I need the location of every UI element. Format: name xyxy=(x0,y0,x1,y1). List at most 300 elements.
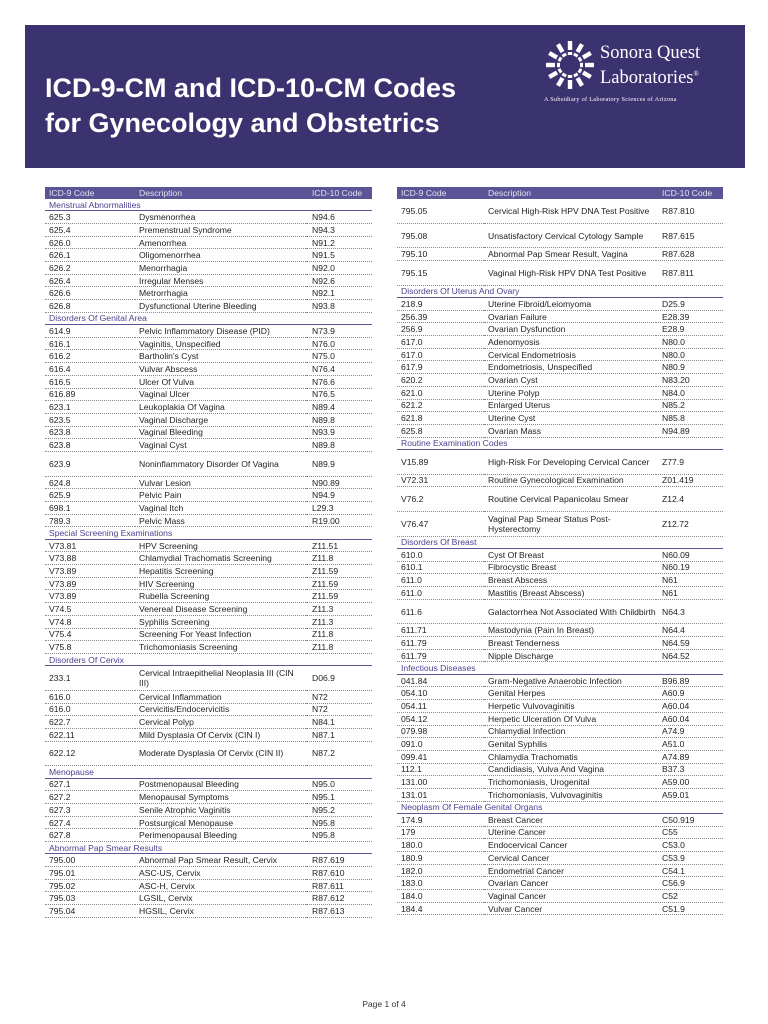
description-cell: Vaginal Ulcer xyxy=(135,388,306,401)
table-row xyxy=(397,511,723,536)
table-row xyxy=(397,750,723,763)
icd10-code-cell: C56.9 xyxy=(656,877,723,890)
icd10-code-cell: D25.9 xyxy=(656,298,723,311)
icd9-code-cell: 789.3 xyxy=(45,514,135,527)
table-row xyxy=(45,388,372,401)
icd10-code-cell: R19.00 xyxy=(306,514,372,527)
icd9-code-cell: 616.0 xyxy=(45,703,135,716)
table-row xyxy=(45,879,372,892)
description-cell: Noninflammatory Disorder Of Vagina xyxy=(135,451,306,476)
icd9-code-cell: 611.6 xyxy=(397,599,484,624)
description-cell: Adenomyosis xyxy=(484,336,656,349)
icd10-code-cell: C52 xyxy=(656,890,723,903)
icd9-code-cell: 041.84 xyxy=(397,674,484,687)
icd9-code-cell: 233.1 xyxy=(45,666,135,691)
section-heading: Infectious Diseases xyxy=(397,662,723,674)
table-row xyxy=(45,223,372,236)
icd9-code-cell: 099.41 xyxy=(397,750,484,763)
table-row xyxy=(397,223,723,248)
icd10-code-cell: R87.619 xyxy=(306,854,372,867)
icd9-code-cell: V15.89 xyxy=(397,449,484,474)
table-row xyxy=(397,687,723,700)
icd9-code-cell: 616.89 xyxy=(45,388,135,401)
description-cell: Uterine Cyst xyxy=(484,412,656,425)
table-row xyxy=(45,287,372,300)
icd9-code-cell: 131.01 xyxy=(397,788,484,801)
description-cell: Mild Dysplasia Of Cervix (CIN I) xyxy=(135,728,306,741)
icd10-code-cell: N64.59 xyxy=(656,637,723,650)
icd9-code-cell: 626.1 xyxy=(45,249,135,262)
table-header-row xyxy=(397,187,723,199)
description-cell: Routine Gynecological Examination xyxy=(484,474,656,487)
icd10-code-cell: C53.9 xyxy=(656,851,723,864)
section-heading: Disorders Of Uterus And Ovary xyxy=(397,285,723,297)
icd10-code-cell: C50.919 xyxy=(656,813,723,826)
section-heading-row xyxy=(397,662,723,674)
description-cell: Cervical Intraepithelial Neoplasia III (CIN III) xyxy=(135,666,306,691)
table-row xyxy=(397,674,723,687)
description-cell: Premenstrual Syndrome xyxy=(135,223,306,236)
logo-wordmark xyxy=(600,43,700,89)
icd10-code-cell: N75.0 xyxy=(306,350,372,363)
description-cell: Cervical Cancer xyxy=(484,851,656,864)
icd10-code-cell: N87.2 xyxy=(306,741,372,766)
icd9-code-cell: 611.71 xyxy=(397,624,484,637)
table-row xyxy=(397,839,723,852)
description-cell: Trichomoniasis Screening xyxy=(135,641,306,654)
icd10-code-cell: N85.2 xyxy=(656,399,723,412)
icd9-code-cell: V73.81 xyxy=(45,539,135,552)
page-number: Page 1 of 4 xyxy=(362,999,406,1009)
description-cell: Fibrocystic Breast xyxy=(484,561,656,574)
description-cell: Endometriosis, Unspecified xyxy=(484,361,656,374)
icd9-code-cell: 621.8 xyxy=(397,412,484,425)
icd9-code-cell: 617.9 xyxy=(397,361,484,374)
title-line-1: ICD-9-CM and ICD-10-CM Codes xyxy=(45,73,457,103)
table-row xyxy=(397,424,723,437)
icd9-code-cell: 795.02 xyxy=(45,879,135,892)
registered-mark: ® xyxy=(693,70,699,78)
icd9-code-cell: 610.1 xyxy=(397,561,484,574)
table-row xyxy=(397,813,723,826)
icd10-code-cell: N80.0 xyxy=(656,348,723,361)
table-row xyxy=(45,803,372,816)
icd9-code-cell: 621.2 xyxy=(397,399,484,412)
table-row xyxy=(397,487,723,512)
description-cell: Vaginal Discharge xyxy=(135,413,306,426)
table-row xyxy=(45,666,372,691)
icd9-code-cell: 795.03 xyxy=(45,892,135,905)
description-cell: Pelvic Pain xyxy=(135,489,306,502)
description-cell: Bartholin's Cyst xyxy=(135,350,306,363)
icd10-code-cell: Z11.59 xyxy=(306,577,372,590)
description-cell: Ovarian Dysfunction xyxy=(484,323,656,336)
icd10-code-cell: N72 xyxy=(306,690,372,703)
icd9-code-cell: 627.4 xyxy=(45,816,135,829)
icd9-code-cell: 795.05 xyxy=(397,199,484,223)
table-row xyxy=(397,763,723,776)
codes-table-left xyxy=(45,187,372,918)
table-row xyxy=(45,854,372,867)
icd10-code-cell: N61 xyxy=(656,574,723,587)
description-cell: Screening For Yeast Infection xyxy=(135,628,306,641)
icd10-code-cell: N60.09 xyxy=(656,548,723,561)
icd10-code-cell: R87.811 xyxy=(656,261,723,286)
icd10-code-cell: R87.611 xyxy=(306,879,372,892)
icd9-code-cell: 625.3 xyxy=(45,211,135,224)
description-cell: Menopausal Symptoms xyxy=(135,791,306,804)
table-row xyxy=(45,603,372,616)
table-row xyxy=(397,374,723,387)
section-heading: Menstrual Abnormalities xyxy=(45,199,372,211)
section-heading-row xyxy=(397,437,723,449)
icd10-code-cell: A59.00 xyxy=(656,776,723,789)
table-row xyxy=(45,514,372,527)
description-cell: Senile Atrophic Vaginitis xyxy=(135,803,306,816)
icd10-code-cell: R87.613 xyxy=(306,905,372,918)
description-cell: Galactorrhea Not Associated With Childbirth xyxy=(484,599,656,624)
icd10-code-cell: N72 xyxy=(306,703,372,716)
icd10-code-cell: C51.9 xyxy=(656,902,723,915)
table-row xyxy=(397,738,723,751)
icd10-code-cell: A74.89 xyxy=(656,750,723,763)
icd10-code-cell: N83.20 xyxy=(656,374,723,387)
description-cell: Venereal Disease Screening xyxy=(135,603,306,616)
icd9-code-cell: 625.8 xyxy=(397,424,484,437)
icd9-code-cell: V73.89 xyxy=(45,565,135,578)
icd10-code-cell: N64.3 xyxy=(656,599,723,624)
table-row xyxy=(45,274,372,287)
description-cell: Vaginal Cyst xyxy=(135,439,306,452)
description-cell: Candidiasis, Vulva And Vagina xyxy=(484,763,656,776)
table-row xyxy=(397,261,723,286)
icd10-code-cell: Z12.4 xyxy=(656,487,723,512)
table-row xyxy=(397,310,723,323)
icd9-code-cell: 623.8 xyxy=(45,439,135,452)
icd9-code-cell: 623.1 xyxy=(45,401,135,414)
icd9-code-cell: 626.0 xyxy=(45,236,135,249)
icd10-code-cell: N95.8 xyxy=(306,816,372,829)
description-cell: LGSIL, Cervix xyxy=(135,892,306,905)
section-heading-row xyxy=(45,527,372,539)
description-cell: Genital Syphilis xyxy=(484,738,656,751)
icd10-code-cell: N91.2 xyxy=(306,236,372,249)
table-row xyxy=(45,615,372,628)
table-row xyxy=(45,590,372,603)
table-row xyxy=(45,867,372,880)
icd9-code-cell: 616.4 xyxy=(45,363,135,376)
description-cell: Herpetic Ulceration Of Vulva xyxy=(484,712,656,725)
table-row xyxy=(45,628,372,641)
icd9-code-cell: 627.8 xyxy=(45,829,135,842)
icd10-code-cell: Z77.9 xyxy=(656,449,723,474)
table-row xyxy=(45,716,372,729)
logo-tagline: A Subsidiary of Laboratory Sciences of Arizona xyxy=(544,96,677,103)
table-row xyxy=(397,399,723,412)
section-heading: Routine Examination Codes xyxy=(397,437,723,449)
description-cell: Cervical Polyp xyxy=(135,716,306,729)
table-row xyxy=(45,476,372,489)
description-cell: Postsurgical Menopause xyxy=(135,816,306,829)
icd10-code-cell: N94.9 xyxy=(306,489,372,502)
icd10-code-cell: C55 xyxy=(656,826,723,839)
page-title xyxy=(45,71,456,141)
icd9-code-cell: 091.0 xyxy=(397,738,484,751)
icd10-code-cell: N80.9 xyxy=(656,361,723,374)
icd10-code-cell: L29.3 xyxy=(306,502,372,515)
icd9-code-cell: V75.4 xyxy=(45,628,135,641)
icd9-code-cell: V75.8 xyxy=(45,641,135,654)
description-cell: Cyst Of Breast xyxy=(484,548,656,561)
description-cell: HIV Screening xyxy=(135,577,306,590)
description-cell: Syphilis Screening xyxy=(135,615,306,628)
description-cell: Perimenopausal Bleeding xyxy=(135,829,306,842)
description-cell: Rubella Screening xyxy=(135,590,306,603)
icd10-code-cell: N93.9 xyxy=(306,426,372,439)
icd10-code-cell: N76.5 xyxy=(306,388,372,401)
description-cell: Abnormal Pap Smear Result, Vagina xyxy=(484,248,656,261)
icd10-code-cell: N94.89 xyxy=(656,424,723,437)
icd10-code-cell: C53.0 xyxy=(656,839,723,852)
icd10-code-cell: N87.1 xyxy=(306,728,372,741)
table-row xyxy=(397,561,723,574)
icd9-code-cell: 625.9 xyxy=(45,489,135,502)
icd10-code-cell: N92.6 xyxy=(306,274,372,287)
icd9-code-cell: V74.5 xyxy=(45,603,135,616)
icd10-code-cell: N89.9 xyxy=(306,451,372,476)
right-code-column xyxy=(397,187,723,915)
section-heading-row xyxy=(45,312,372,324)
icd9-code-cell: 079.98 xyxy=(397,725,484,738)
section-heading: Menopause xyxy=(45,766,372,778)
icd10-code-cell: A60.9 xyxy=(656,687,723,700)
description-cell: Enlarged Uterus xyxy=(484,399,656,412)
icd9-code-cell: 623.8 xyxy=(45,426,135,439)
icd10-code-cell: N84.1 xyxy=(306,716,372,729)
table-row xyxy=(397,361,723,374)
table-row xyxy=(45,300,372,313)
codes-table-right xyxy=(397,187,723,915)
icd9-code-cell: V73.89 xyxy=(45,577,135,590)
icd10-code-cell: Z12.72 xyxy=(656,511,723,536)
table-row xyxy=(397,902,723,915)
table-row xyxy=(397,637,723,650)
table-row xyxy=(45,451,372,476)
icd10-code-cell: D06.9 xyxy=(306,666,372,691)
table-row xyxy=(45,565,372,578)
icd10-code-cell: N64.52 xyxy=(656,649,723,662)
description-cell: ASC-H, Cervix xyxy=(135,879,306,892)
description-cell: Menorrhagia xyxy=(135,262,306,275)
icd9-code-cell: 616.2 xyxy=(45,350,135,363)
header-icd10: ICD-10 Code xyxy=(656,187,723,199)
starburst-logo-icon xyxy=(544,39,596,91)
icd9-code-cell: 795.01 xyxy=(45,867,135,880)
table-row xyxy=(45,690,372,703)
icd10-code-cell: N95.8 xyxy=(306,829,372,842)
icd10-code-cell: N85.8 xyxy=(656,412,723,425)
icd10-code-cell: R87.615 xyxy=(656,223,723,248)
section-heading-row xyxy=(397,536,723,548)
icd9-code-cell: 698.1 xyxy=(45,502,135,515)
table-row xyxy=(397,788,723,801)
icd9-code-cell: 180.0 xyxy=(397,839,484,852)
table-row xyxy=(45,577,372,590)
table-row xyxy=(397,336,723,349)
icd9-code-cell: 611.0 xyxy=(397,574,484,587)
icd9-code-cell: 256.39 xyxy=(397,310,484,323)
description-cell: Unsatisfactory Cervical Cytology Sample xyxy=(484,223,656,248)
icd10-code-cell: R87.810 xyxy=(656,199,723,223)
section-heading: Disorders Of Genital Area xyxy=(45,312,372,324)
icd10-code-cell: N76.0 xyxy=(306,337,372,350)
table-row xyxy=(397,587,723,600)
description-cell: Mastitis (Breast Abscess) xyxy=(484,587,656,600)
icd10-code-cell: N90.89 xyxy=(306,476,372,489)
table-row xyxy=(45,539,372,552)
description-cell: Vulvar Abscess xyxy=(135,363,306,376)
icd10-code-cell: R87.612 xyxy=(306,892,372,905)
icd9-code-cell: V76.2 xyxy=(397,487,484,512)
table-row xyxy=(397,649,723,662)
icd9-code-cell: 611.79 xyxy=(397,637,484,650)
icd9-code-cell: 795.00 xyxy=(45,854,135,867)
icd10-code-cell: Z11.8 xyxy=(306,552,372,565)
table-row xyxy=(45,325,372,338)
icd9-code-cell: 616.5 xyxy=(45,375,135,388)
icd10-code-cell: N76.6 xyxy=(306,375,372,388)
section-heading-row xyxy=(45,842,372,854)
icd10-code-cell: N92.1 xyxy=(306,287,372,300)
logo-line-2: Laboratories xyxy=(600,68,694,89)
description-cell: Genital Herpes xyxy=(484,687,656,700)
description-cell: Vulvar Lesion xyxy=(135,476,306,489)
icd9-code-cell: 054.10 xyxy=(397,687,484,700)
table-row xyxy=(397,574,723,587)
icd9-code-cell: 617.0 xyxy=(397,348,484,361)
icd10-code-cell: N61 xyxy=(656,587,723,600)
table-row xyxy=(397,725,723,738)
icd9-code-cell: 627.2 xyxy=(45,791,135,804)
section-heading-row xyxy=(45,199,372,211)
table-row xyxy=(397,348,723,361)
description-cell: Vaginal Pap Smear Status Post-Hysterectomy xyxy=(484,511,656,536)
table-row xyxy=(397,700,723,713)
description-cell: Dysmenorrhea xyxy=(135,211,306,224)
description-cell: Cervicitis/Endocervicitis xyxy=(135,703,306,716)
table-row xyxy=(397,199,723,223)
table-row xyxy=(45,337,372,350)
icd9-code-cell: 624.8 xyxy=(45,476,135,489)
description-cell: Ulcer Of Vulva xyxy=(135,375,306,388)
description-cell: Ovarian Cancer xyxy=(484,877,656,890)
section-heading: Disorders Of Breast xyxy=(397,536,723,548)
icd9-code-cell: 616.0 xyxy=(45,690,135,703)
icd10-code-cell: Z11.59 xyxy=(306,590,372,603)
icd10-code-cell: Z11.8 xyxy=(306,641,372,654)
description-cell: Vaginal Cancer xyxy=(484,890,656,903)
icd9-code-cell: 626.2 xyxy=(45,262,135,275)
icd10-code-cell: N89.8 xyxy=(306,439,372,452)
icd10-code-cell: N64.4 xyxy=(656,624,723,637)
description-cell: Moderate Dysplasia Of Cervix (CIN II) xyxy=(135,741,306,766)
icd9-code-cell: 131.00 xyxy=(397,776,484,789)
table-row xyxy=(45,489,372,502)
icd10-code-cell: N92.0 xyxy=(306,262,372,275)
table-row xyxy=(45,439,372,452)
table-row xyxy=(45,363,372,376)
description-cell: Vaginal High-Risk HPV DNA Test Positive xyxy=(484,261,656,286)
header-banner xyxy=(25,25,745,168)
description-cell: Vaginal Bleeding xyxy=(135,426,306,439)
title-line-2: for Gynecology and Obstetrics xyxy=(45,108,440,138)
icd10-code-cell: A60.04 xyxy=(656,700,723,713)
description-cell: Hepatitis Screening xyxy=(135,565,306,578)
icd9-code-cell: 626.4 xyxy=(45,274,135,287)
icd9-code-cell: 627.1 xyxy=(45,778,135,791)
description-cell: Gram-Negative Anaerobic Infection xyxy=(484,674,656,687)
icd9-code-cell: V74.8 xyxy=(45,615,135,628)
icd9-code-cell: 626.8 xyxy=(45,300,135,313)
table-row xyxy=(397,449,723,474)
description-cell: High-Risk For Developing Cervical Cancer xyxy=(484,449,656,474)
icd9-code-cell: 616.1 xyxy=(45,337,135,350)
description-cell: Leukoplakia Of Vagina xyxy=(135,401,306,414)
icd10-code-cell: R87.628 xyxy=(656,248,723,261)
icd10-code-cell: B96.89 xyxy=(656,674,723,687)
icd9-code-cell: 622.12 xyxy=(45,741,135,766)
icd10-code-cell: A51.0 xyxy=(656,738,723,751)
section-heading: Neoplasm Of Female Genital Organs xyxy=(397,801,723,813)
description-cell: Uterine Fibroid/Leiomyoma xyxy=(484,298,656,311)
icd10-code-cell: Z11.8 xyxy=(306,628,372,641)
description-cell: Chlamydia Trachomatis xyxy=(484,750,656,763)
description-cell: Chlamydial Infection xyxy=(484,725,656,738)
header-icd10: ICD-10 Code xyxy=(306,187,372,199)
description-cell: Pelvic Mass xyxy=(135,514,306,527)
icd9-code-cell: 610.0 xyxy=(397,548,484,561)
icd10-code-cell: E28.39 xyxy=(656,310,723,323)
description-cell: Mastodynia (Pain In Breast) xyxy=(484,624,656,637)
icd9-code-cell: 617.0 xyxy=(397,336,484,349)
description-cell: Breast Cancer xyxy=(484,813,656,826)
table-row xyxy=(397,624,723,637)
icd10-code-cell: N60.19 xyxy=(656,561,723,574)
description-cell: HGSIL, Cervix xyxy=(135,905,306,918)
icd9-code-cell: V76.47 xyxy=(397,511,484,536)
icd9-code-cell: 054.11 xyxy=(397,700,484,713)
description-cell: Metrorrhagia xyxy=(135,287,306,300)
table-row xyxy=(45,892,372,905)
table-row xyxy=(397,548,723,561)
table-row xyxy=(397,386,723,399)
description-cell: Chlamydial Trachomatis Screening xyxy=(135,552,306,565)
table-row xyxy=(397,323,723,336)
table-row xyxy=(45,552,372,565)
header-description: Description xyxy=(484,187,656,199)
icd9-code-cell: 795.04 xyxy=(45,905,135,918)
table-row xyxy=(45,413,372,426)
description-cell: Vaginal Itch xyxy=(135,502,306,515)
icd10-code-cell: N94.3 xyxy=(306,223,372,236)
description-cell: Oligomenorrhea xyxy=(135,249,306,262)
icd9-code-cell: 626.6 xyxy=(45,287,135,300)
description-cell: Cervical Inflammation xyxy=(135,690,306,703)
icd9-code-cell: 256.9 xyxy=(397,323,484,336)
description-cell: Trichomoniasis, Urogenital xyxy=(484,776,656,789)
icd10-code-cell: N89.4 xyxy=(306,401,372,414)
section-heading-row xyxy=(45,766,372,778)
